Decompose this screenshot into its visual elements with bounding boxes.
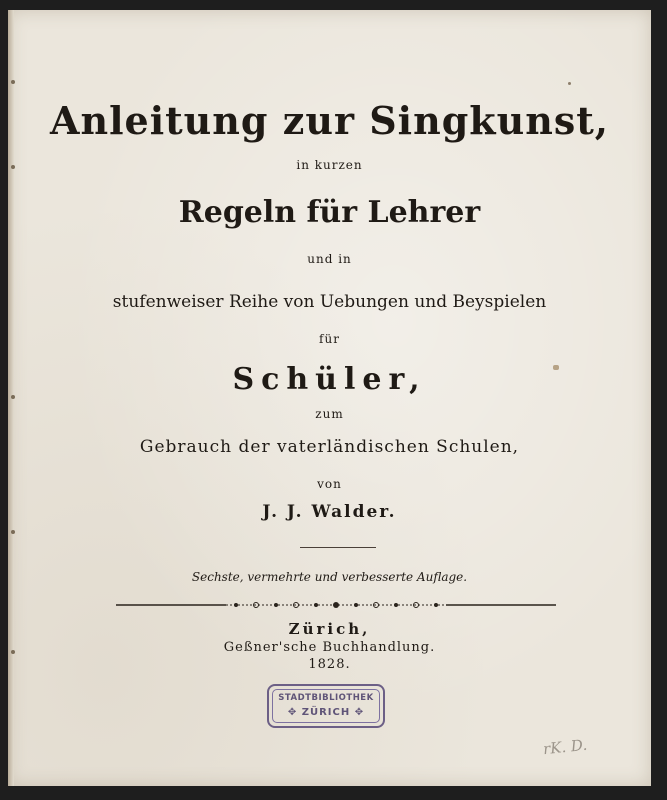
subtitle-in-kurzen: in kurzen bbox=[296, 158, 363, 172]
subtitle-von: von bbox=[317, 477, 342, 491]
binding-stitch bbox=[11, 80, 15, 84]
book-page bbox=[8, 10, 651, 786]
subtitle-gebrauch: Gebrauch der vaterländischen Schulen, bbox=[139, 437, 520, 457]
book-title: Anleitung zur Singkunst, bbox=[49, 98, 610, 143]
ornamental-rule bbox=[116, 600, 556, 610]
subtitle-fuer: für bbox=[319, 332, 340, 346]
binding-stitch bbox=[11, 530, 15, 534]
subtitle-reihe: stufenweiser Reihe von Uebungen und Beyspielen bbox=[112, 292, 547, 312]
imprint-publisher: Geßner'sche Buchhandlung. bbox=[223, 640, 436, 655]
short-rule bbox=[300, 547, 376, 548]
imprint-year: 1828. bbox=[308, 657, 351, 672]
subtitle-regeln: Regeln für Lehrer bbox=[178, 195, 481, 230]
pencil-shelfmark: rK. D. bbox=[542, 735, 589, 759]
library-stamp-name: STADTBIBLIOTHEK bbox=[278, 693, 374, 703]
paper-speck bbox=[568, 82, 571, 85]
imprint-city: Zürich, bbox=[288, 620, 371, 638]
edition-statement: Sechste, vermehrte und verbesserte Auflage. bbox=[191, 570, 468, 584]
library-stamp-city: ✥ ZÜRICH ✥ bbox=[287, 707, 365, 718]
library-stamp bbox=[267, 684, 385, 728]
author-name: J. J. Walder. bbox=[262, 502, 397, 522]
subtitle-zum: zum bbox=[315, 407, 344, 421]
subtitle-und-in: und in bbox=[307, 252, 352, 266]
subtitle-schueler: Schüler, bbox=[232, 362, 427, 397]
